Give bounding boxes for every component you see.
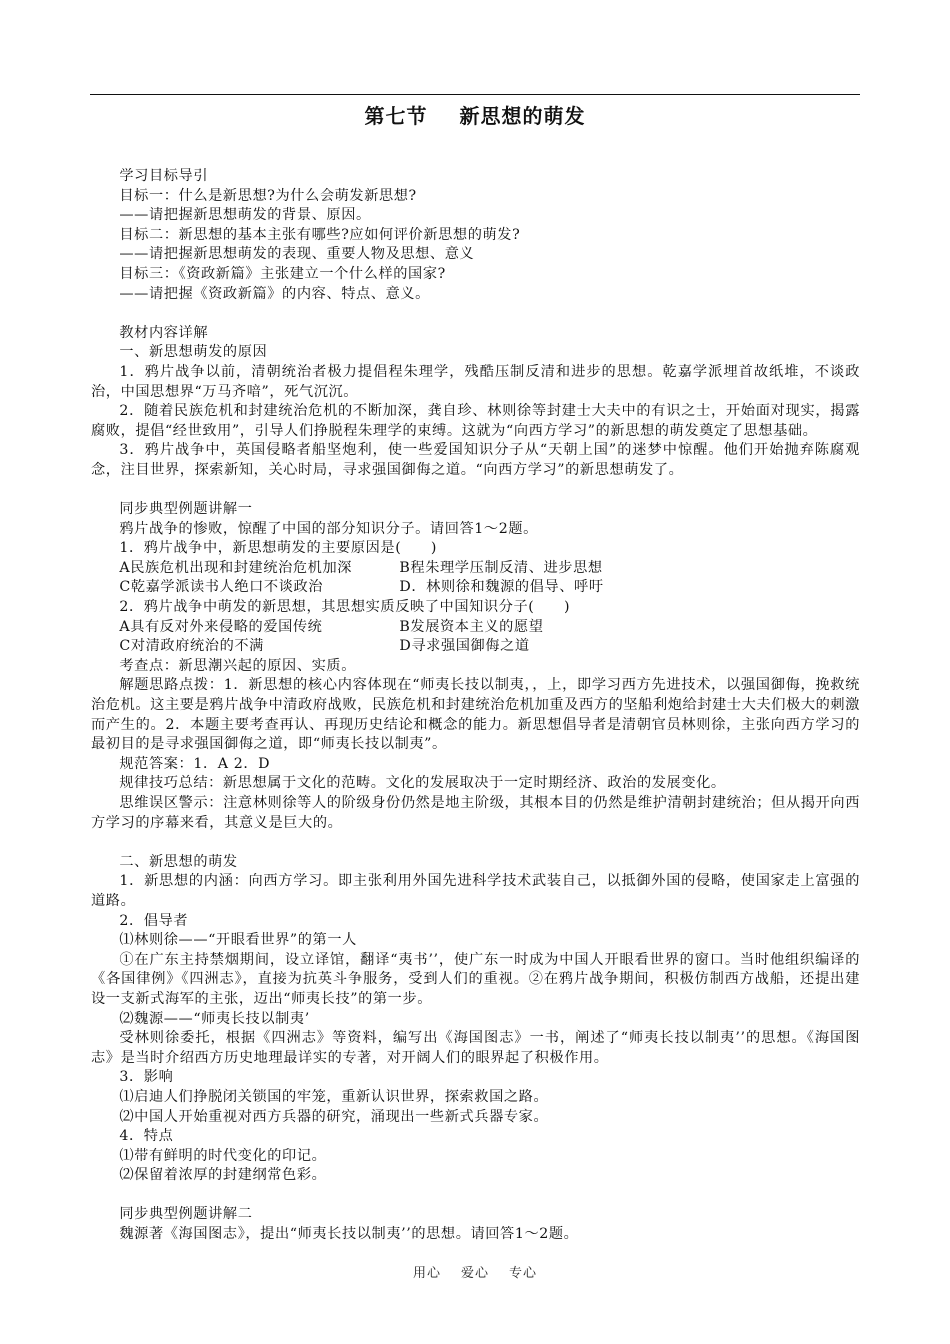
option: B程朱理学压制反清、进步思想 [399,559,603,576]
solution: 解题思路点拨：1．新思想的核心内容体现在“师夷长技以制夷，，上，即学习西方先进技术，以强国御侮，挽救统治危机。这主要是鸦片战争中清政府战败，民族危机和封建统治危机加重及西方的坚船利炮给封建士大夫们极大的刺激而产生的。2．本题主要考查再认、再现历史结论和概念的能力。新思想倡导者是清朝官员林则徐，主张向西方学习的最初目的是寻求强国御侮之道，即“师夷长技以制夷”。 [91,677,860,753]
question-options [91,618,860,638]
section-heading: 一、新思想萌发的原因 [119,344,268,361]
goal-line: 目标一：什么是新思想?为什么会萌发新思想? [119,187,417,204]
option: A民族危机出现和封建统治危机加深 [119,559,353,576]
goal-line: 目标三：《资政新篇》主张建立一个什么样的国家? [119,265,446,282]
misconception-warning: 思维误区警示：注意林则徐等人的阶级身份仍然是地主阶级，其根本目的仍然是维护清朝封建统治；但从揭开向西方学习的序幕来看，其意义是巨大的。 [91,795,860,831]
exam-point: 考查点：新思潮兴起的原因、实质。 [119,657,356,674]
page-title [0,100,950,129]
paragraph: 1．新思想的内涵：向西方学习。即主张利用外国先进科学技术武装自己，以抵御外国的侵略，使国家走上富强的道路。 [91,873,860,909]
question-options [91,637,860,657]
paragraph: ①在广东主持禁烟期间，设立译馆，翻译“夷书’’，使广东一时成为中国人开眼看世界的窗口。当时他组织编译的《各国律例》《四洲志》，直接为抗英斗争服务，受到人们的重视。②在鸦片战争期间，积极仿制西方战船，还提出建设一支新式海军的主张，迈出“师夷长技”的第一步。 [91,951,860,1007]
option: C对清政府统治的不满 [119,638,264,655]
paragraph: ⑵中国人开始重视对西方兵器的研究，涌现出一些新式兵器专家。 [119,1108,549,1125]
page-footer [0,1262,950,1281]
paragraph: 3．鸦片战争中，英国侵略者船坚炮利，使一些爱国知识分子从“天朝上国”的迷梦中惊醒。他们开始抛弃陈腐观念，注目世界，探索新知，关心时局，寻求强国御侮之道。“向西方学习”的新思想萌发了。 [91,442,860,478]
paragraph: 3．影响 [119,1069,174,1086]
rule-summary: 规律技巧总结：新思想属于文化的范畴。文化的发展取决于一定时期经济、政治的发展变化。 [119,775,726,792]
paragraph: 1．鸦片战争以前，清朝统治者极力提倡程朱理学，残酷压制反清和进步的思想。乾嘉学派埋首故纸堆，不谈政治，中国思想界“万马齐喑”，死气沉沉。 [91,363,860,400]
option: D．林则徐和魏源的倡导、呼吁 [399,579,604,596]
paragraph: 2．倡导者 [119,912,189,929]
option: D寻求强国御侮之道 [399,638,530,655]
question-options [91,559,860,579]
paragraph: 2．随着民族危机和封建统治危机的不断加深，龚自珍、林则徐等封建士大夫中的有识之士，开始面对现实，揭露腐败，提倡“经世致用”，引导人们挣脱程朱理学的束缚。这就为“向西方学习”的新思想的萌发奠定了思想基础。 [91,403,860,439]
paragraph: 4．特点 [119,1128,174,1145]
example-heading: 同步典型例题讲解一 [119,501,253,518]
section-heading: 二、新思想的萌发 [119,853,238,870]
title-section-number: 第七节 [364,104,428,128]
answer: 规范答案：1．A 2．D [119,755,271,772]
option: A具有反对外来侵略的爱国传统 [119,618,323,635]
paragraph: ⑴带有鲜明的时代变化的印记。 [119,1147,327,1164]
content-heading: 教材内容详解 [119,324,209,341]
question: 2．鸦片战争中萌发的新思想，其思想实质反映了中国知识分子( ) [119,599,571,616]
paragraph: ⑴林则徐——“开眼看世界”的第一人 [119,932,357,949]
goal-line: 目标二：新思想的基本主张有哪些?应如何评价新思想的萌发? [119,226,521,243]
title-section-name: 新思想的萌发 [459,104,586,128]
example-intro: 鸦片战争的惨败，惊醒了中国的部分知识分子。请回答1～2题。 [119,520,538,537]
goal-line: ——请把握新思想萌发的背景、原因。 [119,207,371,224]
question: 1．鸦片战争中，新思想萌发的主要原因是( ) [119,540,438,557]
header-rule [90,94,860,95]
paragraph: ⑵保留着浓厚的封建纲常色彩。 [119,1167,327,1184]
goals-heading: 学习目标导引 [119,168,209,184]
question-options [91,578,860,598]
paragraph: ⑴启迪人们挣脱闭关锁国的牢笼，重新认识世界，探索救国之路。 [119,1088,549,1105]
example-heading: 同步典型例题讲解二 [119,1206,253,1223]
goal-line: ——请把握新思想萌发的表现、重要人物及思想、意义 [119,246,475,263]
paragraph: 受林则徐委托，根据《四洲志》等资料，编写出《海国图志》一书，阐述了“师夷长技以制夷’’的思想。《海国图志》是当时介绍西方历史地理最详实的专著，对开阔人们的眼界起了积极作用。 [91,1030,860,1066]
footer-word: 用心 [412,1266,441,1281]
example-intro: 魏源著《海国图志》，提出“师夷长技以制夷’’的思想。请回答1～2题。 [119,1226,579,1243]
footer-word: 爱心 [460,1266,489,1281]
option: C乾嘉学派读书人绝口不谈政治 [119,579,324,596]
footer-word: 专心 [509,1266,538,1281]
goal-line: ——请把握《资政新篇》的内容、特点、意义。 [119,285,430,302]
document-body [91,167,860,1245]
option: B发展资本主义的愿望 [399,618,544,635]
paragraph: ⑵魏源——“师夷长技以制夷’ [119,1010,310,1027]
